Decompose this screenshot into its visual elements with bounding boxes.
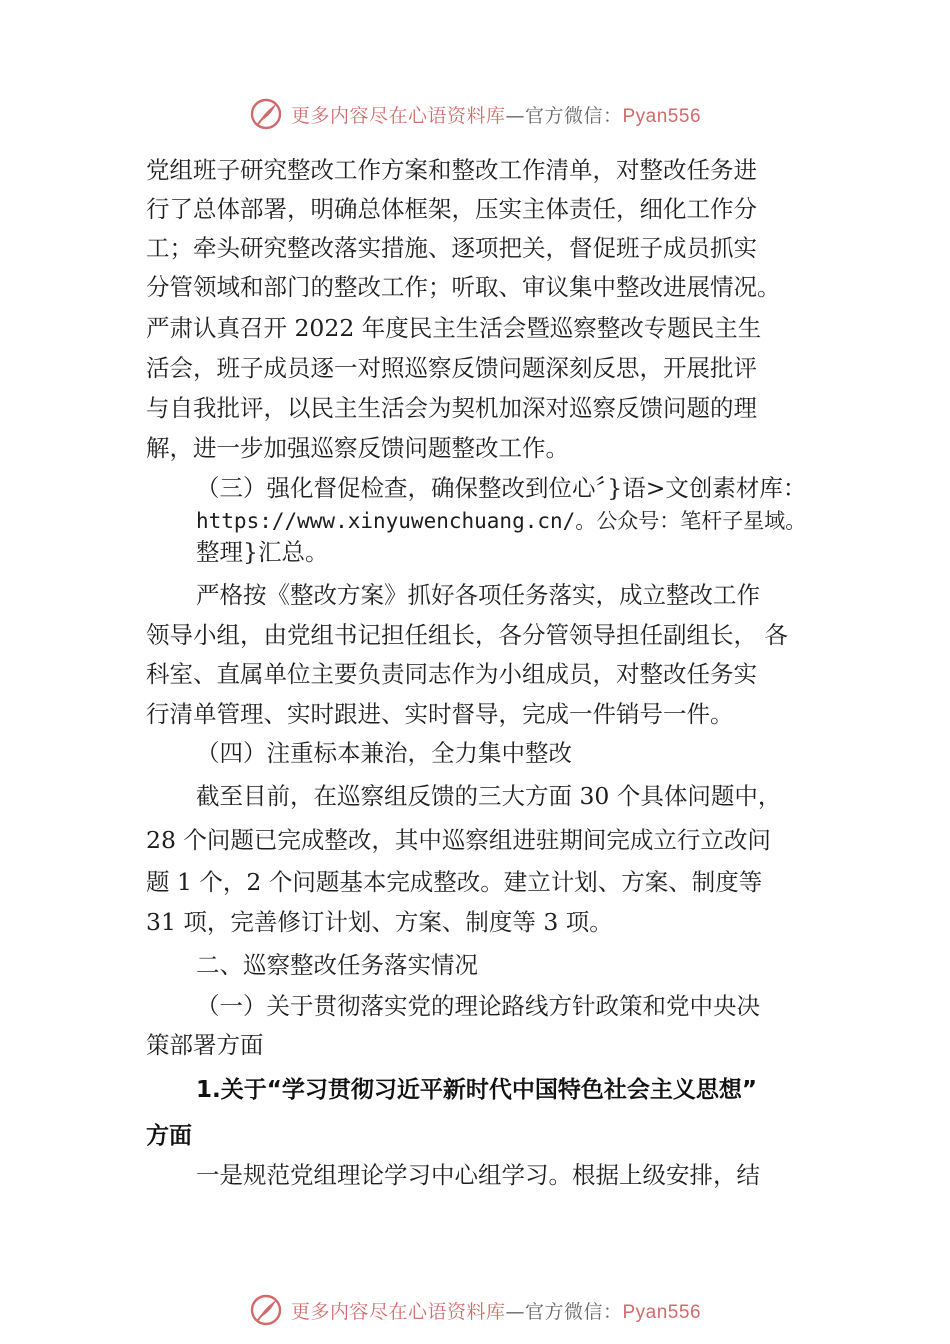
text-line: 策部署方面 [146, 1031, 264, 1059]
watermark-dash: — [505, 1300, 525, 1323]
text-line: 31 项，完善修订计划、方案、制度等 3 项。 [146, 908, 613, 936]
text-line: 严格按《整改方案》抓好各项任务落实，成立整改工作 [196, 581, 760, 609]
quill-logo-icon [249, 1293, 283, 1327]
text-line: 截至目前，在巡察组反馈的三大方面 30 个具体问题中， [196, 782, 782, 810]
watermark-wechat-label: 官方微信： [524, 104, 623, 127]
text-line: 解，进一步加强巡察反馈问题整改工作。 [146, 434, 569, 462]
watermark-dash: — [505, 104, 525, 127]
subsection-heading: 1.关于“学习贯彻习近平新时代中国特色社会主义思想” [196, 1077, 757, 1103]
text-line: 党组班子研究整改工作方案和整改工作清单，对整改任务进 [146, 156, 757, 184]
watermark-text [291, 1297, 701, 1324]
subsection-heading-cont: 方面 [146, 1123, 192, 1149]
text-line: 分管领域和部门的整改工作；听取、审议集中整改进展情况。 [146, 273, 781, 301]
section-heading-3: （三）强化督促检查，确保整改到位心〞}语>文创素材库： [196, 474, 807, 502]
section-heading-4: （四）注重标本兼治，全力集中整改 [196, 739, 572, 767]
section-heading-1: （一）关于贯彻落实党的理论路线方针政策和党中央决 [196, 992, 760, 1020]
text-line: 行了总体部署，明确总体框架，压实主体责任，细化工作分 [146, 195, 757, 223]
watermark-library-name: 更多内容尽在心语资料库 [290, 104, 506, 127]
watermark-wechat-label: 官方微信： [524, 1300, 623, 1323]
text-line-url: https://www.xinyuwenchuang.cn/。公众号：笔杆子星域。 [196, 509, 807, 533]
text-line: 一是规范党组理论学习中心组学习。根据上级安排，结 [196, 1161, 760, 1189]
text-line: 28 个问题已完成整改，其中巡察组进驻期间完成立行立改问 [146, 826, 771, 854]
text-line: 活会，班子成员逐一对照巡察反馈问题深刻反思，开展批评 [146, 354, 757, 382]
text-line: 题 1 个，2 个问题基本完成整改。建立计划、方案、制度等 [146, 868, 763, 896]
text-line: 工；牵头研究整改落实措施、逐项把关，督促班子成员抓实 [146, 234, 757, 262]
chapter-heading-2: 二、巡察整改任务落实情况 [196, 951, 478, 979]
watermark-wechat-id: Pyan556 [622, 105, 702, 127]
text-line: 科室、直属单位主要负责同志作为小组成员，对整改任务实 [146, 660, 757, 688]
watermark-library-name: 更多内容尽在心语资料库 [290, 1300, 506, 1323]
watermark-wechat-id: Pyan556 [622, 1301, 702, 1323]
text-line: 行清单管理、实时跟进、实时督导，完成一件销号一件。 [146, 700, 734, 728]
text-line: 严肃认真召开 2022 年度民主生活会暨巡察整改专题民主生 [146, 314, 762, 342]
text-line: 与自我批评，以民主生活会为契机加深对巡察反馈问题的理 [146, 394, 757, 422]
text-line: 领导小组，由党组书记担任组长，各分管领导担任副组长， 各 [146, 621, 788, 649]
watermark-banner-bottom [0, 1290, 950, 1330]
text-line: 整理}汇总。 [196, 538, 329, 566]
